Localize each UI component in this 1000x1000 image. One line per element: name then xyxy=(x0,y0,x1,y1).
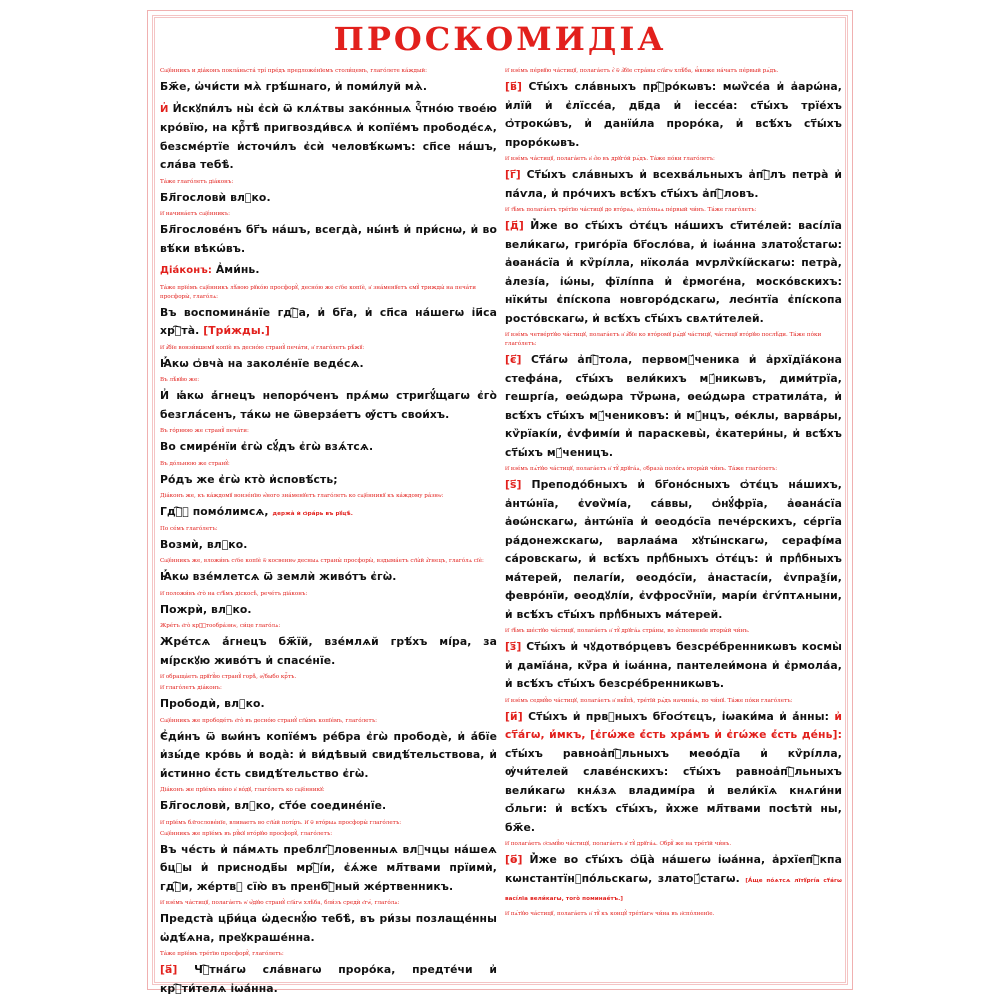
commemoration-number: [є҃] xyxy=(505,353,522,366)
rubric: Сщ҃е́нникъ и діа́конъ покла́ньста́ трі́ пре́дъ предложе́нїемъ столи́цемъ, глаго́лете ка́ждый: xyxy=(160,68,428,74)
prayer-text: Во смире́нїи є҆гѡ̀ сꙋ́дъ є҆гѡ̀ взѧ́тсѧ. xyxy=(160,440,374,453)
rubric: И҆ обраща́етъ дрꙋгꙋ́ю странꙋ̀ горѣ̀, ѹ҆́быбо крⷭ҇тъ. xyxy=(160,674,297,680)
prayer-text: Бж҃е, ѡ҆чи́сти мѧ̀ грѣ́шнаго, и҆ поми́луй мѧ̀. xyxy=(160,80,428,93)
rubric: Въ го́рнюю же странꙋ̀ печа́ти: xyxy=(160,428,249,434)
rubric: Сщ҃е́нникъ же прїе́мъ въ рꙋ́кꙋ вто́рꙋю просфорꙋ̀, глаго́летъ: xyxy=(160,830,333,837)
left-column xyxy=(160,67,497,995)
prayer-text: Ꙗ҆́кѡ взе́млетсѧ ѿ землѝ живо́тъ є҆гѡ̀. xyxy=(160,570,397,583)
rubric: И҆ прїе́мъ бл҃гослове́нїе, вливаетъ во ст҃ы́й поті́ръ. И҆ ѿ вто́рыѧ просфоры̀ глаго́летъ: xyxy=(160,819,402,826)
prayer-text: Ро́дъ же є҆гѡ̀ кто̀ и҆сповѣ́сть; xyxy=(160,472,338,486)
rubric: Діа́конъ же прїе́мъ ви́но и҆ во́дꙋ, глаго́летъ ко сщ҃е́нникꙋ: xyxy=(160,787,325,793)
commemoration-number: [и҃] xyxy=(505,709,523,723)
rubric: Та́же прїе́мъ сщ҃е́нникъ лѣ́вою рꙋко́ю просфорꙋ̀, десно́ю же ст҃о́е копїѐ, и҆ зна́менꙋетъ ємꙋ̀ трижды́ на печа́ти просфоры̀, глаго́лѧ: xyxy=(160,284,476,300)
prayer-text: Бл҃гослове́нъ бг҃ъ на́шъ, всегда̀, ны́нѣ и҆ при́снѡ, и҆ во вѣ́ки вѣкѡ́въ. xyxy=(160,223,497,255)
prayer-text: Бл҃гословѝ влⷣко. xyxy=(160,190,271,204)
rubric: Діа́конъ: xyxy=(160,265,212,276)
commemoration-number: [а҃] xyxy=(160,963,178,976)
rubric: держа̀ и҆ ѻ҆ра́рь въ рꙋцѣ̀. xyxy=(272,511,353,517)
prayer-text: Въ воспомина́нїе гдⷭ҇а, и҆ бг҃а, и҆ сп҃са на́шегѡ і҆и҃са хрⷭ҇та̀. [Три́жды.] xyxy=(160,305,497,337)
rubric: [А҆́ще по́ѧтсѧ лїтꙋргі́а ст҃а́гѡ васі́лїа вели́кагѡ, того̀ поминае́тъ.] xyxy=(505,877,843,902)
rubric: И҆ взе́мъ пѧ́тꙋю ча́стицꙋ, полага́етъ и҆ тꙋ̀ дрꙋга́ѧ, ѻ҆браза̀ поло́гѧ вторы́й чи́нъ. Та́же глаго́летъ: xyxy=(505,466,778,472)
rubric: Та́же глаго́летъ діа́конъ: xyxy=(160,178,234,185)
prayer-text: Пожрѝ, влⷣко. xyxy=(160,602,252,616)
rubric: И҆ положи́въ є҆го̀ на ст҃ѣ́мъ діскосѣ̀, рече́тъ діа́конъ: xyxy=(160,590,308,597)
rubric: И҆ взе́мъ седмꙋ́ю ча́стицꙋ, полага́етъ и҆ вкꙋ́пѣ, тре́тїй рѧ́дъ начина́ѧ, по чи́нꙋ. Та́же по́ки глаго́летъ: xyxy=(505,697,793,704)
rubric: И҆ начина́етъ сщ҃е́нникъ: xyxy=(160,211,230,217)
prayer-text: Жре́тсѧ а҆́гнецъ бж҃їй, взе́млѧй грѣ́хъ мі́ра, за мі́рскꙋю живо́тъ и҆ спасе́нїе. xyxy=(160,635,497,667)
commemoration-number: [д҃] xyxy=(505,219,524,232)
rubric: И҆ т҃ѣ́мъ ше́стꙋю ча́стицꙋ, полага́етъ и҆ тꙋ̀ дрꙋга́ѧ стра́ны, во и҆́сполненїе вторы́й чи́нъ. xyxy=(505,628,750,634)
prayer-text: И҆ ꙗ҆́кѡ а҆́гнецъ непоро́ченъ прѧ́мѡ стригꙋ́щагѡ є҆го̀ безгла́сенъ, та́кѡ не ѿверза́етъ ѹ҆́стъ свои́хъ. xyxy=(160,389,497,421)
rubric: И҆ пѧ́тꙋю ча́стицꙋ, полага́етъ и҆ тꙋ̀ къ концꙋ̀ тре́тїагѡ чи́на въ и҆спо́лненїе. xyxy=(505,910,715,917)
prayer-text: [в҃] Ст҃ы́хъ сла́вныхъ прⷪ҇ро́кѡвъ: мѡѷсе́а и҆ а҆арѡ́на, и҆лїи̑ и҆ є҆лїссе́а, дв҃да и҆ і҆ессе́а: ст҃ы́хъ трїе́хъ ѻ҆трокѡ́въ, и҆ данїи́ла проро́ка, и҆ всѣ́хъ ст҃ы́хъ проро́кѡвъ. xyxy=(505,80,843,149)
page xyxy=(147,10,853,995)
prayer-text: И҆ И҆скꙋпи́лъ ны̀ є҆сѝ ѿ клѧ́твы зако́нныѧ чⷭ҇тно́ю твое́ю кро́вїю, на крⷭ҇тѣ̀ пригвозди́всѧ и҆ копїе́мъ прободе́сѧ, безсме́ртїе и҆сточи́лъ є҆сѝ человѣ́кѡмъ: сп҃се на́шъ, сла́ва тебѣ̀. xyxy=(160,101,497,171)
rubric: Та́же прїе́мъ тре́тїю просфорꙋ̀, глаго́летъ: xyxy=(160,951,284,957)
rubric: И҆ взе́мъ ча́стицꙋ, полага́етъ ѡ҆ ѡ҆́дꙋю странꙋ̀ ст҃а́гѡ хлѣ́ба, бли́зъ средѝ є҆гѡ̀, глаго́лѧ: xyxy=(160,900,400,906)
prayer-text: [є҃] Ст҃а́гѡ а҆пⷭ҇тола, первомꙋ́ченика и҆ а҆рхїдїа́кона стефа́на, ст҃ы́хъ вели́кихъ мꙋ́никѡвъ, дими́трїа, гешргі́а, ѳеѡ́дѡра тѷ́рѡна, ѳеѡ́дѡра стратила́та, и҆ всѣ́хъ ст҃ы́хъ мꙋ́чениковъ: и҆ мꙋ́нцъ, ѳе́клы, варва́ры, кѷрїакі́и, є҆ѵфимі́и и҆ параскевы̀, є҆катери́ны, и҆ всѣ́хъ ст҃ы́хъ мꙋ́ченицъ. xyxy=(505,353,842,459)
rubric: И҆ взе́мъ пе́рвꙋю ча́стицꙋ, полага́етъ є҆̀ ѿ а҆́бїе стра́ны ст҃а́гѡ хлѣ́ба, ꙗ҆́коже на́чатъ пе́рвый рѧ́дъ. xyxy=(505,68,779,74)
prayer-text: Діа́конъ: А҆ми́нь. xyxy=(160,263,260,276)
rubric: И҆ а҆́бїе вонзи́вшемꙋ копїѐ въ десно́ю странꙋ̀ печа́ти, и҆ глаго́летъ рѣ́жꙋ: xyxy=(160,344,365,351)
prayer-text: Прободѝ, влⷣко. xyxy=(160,697,265,710)
prayer-text: [з҃] Ст҃ы́хъ и҆ чꙋдотво́рцевъ безсре́бренникѡвъ космы̀ и҆ дамїа́на, кѷ́ра и҆ і҆ѡа́нна, пантелеи́мона и҆ є҆рмола́а, и҆ всѣ́хъ ст҃ы́хъ безсре́бренникѡвъ. xyxy=(505,640,842,690)
rubric: Діа́конъ же, къ ка́ждомꙋ вонзе́нїю ѡ҆́ного зна́менꙋетъ глаго́летъ ко сщ҃е́нникꙋ къ ка́ждому ра́знѡ: xyxy=(160,493,444,499)
rubric: И҆ т҃ѣ́мъ полага́етъ тре́тїю ча́стицꙋ до вто́раѧ, и҆спо́лнѧѧ пе́рвый чи́нъ. Та́же глаго́летъ: xyxy=(505,207,757,213)
prayer-text: [и҃] Ст҃ы́хъ и҆ првⷣныхъ бг҃оѻ́тєцъ, і҆ѡаки́ма и҆ а҆́нны: и҆ ст҃а́гѡ, и҆́мкъ, [є҆гѡ́же є҆́сть хра́мъ и҆ є҆гѡ́же є҆́сть де́нь]: ст҃ы́хъ равноа҆пⷭ҇льныхъ меѳо́дїа и҆ кѷрі́лла, ѹ҆чи́телей славе́нскихъ: ст҃ы́хъ равноа҆пⷭ҇льныхъ вели́кагѡ кнѧ́зѧ владимі́ра и҆ вели́кїѧ кнѧги́ни ѻ҆́льги: и҆ всѣ́хъ ст҃ы́хъ, и҆̀хже мл҃твами посѣтѝ ны, бж҃е. xyxy=(505,709,843,834)
right-column xyxy=(505,67,842,979)
commemoration-number: [ѳ҃] xyxy=(505,853,523,866)
rubric: Сщ҃е́нникъ же, вложи́въ ст҃о́е копїѐ ѿ косвеннѡ десныѧ страны̀ просфоры̀, вздыма́етъ ст҃ы́й а҆́гнецъ, глаго́лѧ сїѐ: xyxy=(160,558,484,564)
rubric: И҆ полага́етъ ѻ҆сьмꙋ́ю ча́стицꙋ, полага́етъ и҆ тꙋ̀ дрꙋга́ѧ. Ѻ҆брꙋ̀ же на тре́тїй чи́нъ. xyxy=(505,841,732,847)
rubric: И҆ глаго́летъ діа́конъ: xyxy=(160,685,222,691)
commemoration-number: [г҃] xyxy=(505,168,521,181)
prayer-text: Предста̀ цр҃и́ца ѡ҆деснꙋ́ю тебѣ̀, въ ри́зы позлаще́нны ѡ҆дѣ́ѧна, преꙋкраше́нна. xyxy=(160,912,497,944)
page-title: ПРОСКОМИДІА xyxy=(333,20,667,58)
prayer-text: [д҃] И҆̀же во ст҃ы́хъ ѻ҆тє́цъ на́шихъ ст҃ите́лей: васі́лїа вели́кагѡ, григо́рїа бг҃осло́ва, и҆ і҆ѡа́нна златоꙋ́стагѡ: а҆ѳана́сїа и҆ кѷрі́лла, нїкола́а мѵрлѷкі́йскагѡ: петра̀, а҆лезі́а, і҆ѡ́ны, фїлі́ппа и҆ є҆рмоге́на, моско́вскихъ: нїки́ты є҆пі́скопа новгоро́дскагѡ, леѻ́нтїа є҆пі́скопа росто́вскагѡ, и҆ всѣ́хъ ст҃ы́хъ свѧти́телей. xyxy=(505,219,842,325)
rubric: Жре́тъ є҆го̀ крⷭ҇тообра́знѡ, си́це глаго́лѧ: xyxy=(160,623,281,629)
commemoration-number: [з҃] xyxy=(505,640,522,653)
prayer-text: Гдⷭ҇ꙋ помо́лимсѧ, держа̀ и҆ ѻ҆ра́рь въ рꙋцѣ̀. xyxy=(160,505,353,518)
prayer-text: Є҆ди́нъ ѿ вѡи́нъ копїе́мъ ре́бра є҆гѡ̀ прободѐ, и҆ а҆́бїе и҆зы́де кро́вь и҆ вода̀: и҆ ви́дѣвый свидѣ́тельствова, и҆ и҆́стинно є҆́сть свидѣ́тельство є҆гѡ̀. xyxy=(160,729,497,780)
rubric: И҆ взе́мъ ча́стицꙋ, полага́етъ и҆ є҆́ю въ дрꙋго́й рѧ́дъ. Та́же по́ки глаго́летъ: xyxy=(505,156,715,162)
prayer-text: Возмѝ, влⷣко. xyxy=(160,537,248,551)
prayer-text: [ѕ҃] Преподо́бныхъ и҆ бг҃оно́сныхъ ѻ҆тє́цъ на́шихъ, а҆нтѡ́нїа, є҆ѵѳѷмі́а, са́ввы, ѻ҆нꙋ́фрїа, а҆ѳана́сїа а҆ѳѡ́нскагѡ, а҆нтѡ́нїа и҆ ѳеодо́сїа пече́рскихъ, се́ргїа ра́донежскагѡ, варлаа́ма хꙋты́нскагѡ, серафі́ма са́ровскагѡ, и҆ всѣ́хъ прпⷣбныхъ ѻ҆тє́цъ: и҆ прпⷣбныхъ ма́терей, пелагі́и, ѳеодо́сїи, а҆настасі́и, є҆ѵпраѯі́и, февро́нїи, ѳеодꙋлі́и, є҆ѵфросѷ́нїи, марі́и є҆гѵ́птѧныни, и҆ всѣ́хъ ст҃ы́хъ прпⷣбныхъ ма́терей. xyxy=(505,478,843,621)
rubric: Въ до́льнюю же странꙋ̀: xyxy=(160,460,230,467)
prayer-text: [г҃] Ст҃ы́хъ сла́вныхъ и҆ всехва́льныхъ а҆пⷭ҇лъ петра̀ и҆ па́ѵла, и҆ про́чихъ всѣ́хъ ст҃ы́хъ а҆пⷭ҇ловъ. xyxy=(505,168,843,200)
rubric: И҆ взе́мъ четве́ртꙋю ча́стицꙋ, полага́етъ и҆ а҆́бїе ко вто́ромꙋ рѧ́дꙋ ча́стицꙋ, ча́стицꙋ вто́рꙋю послѣ́ди. Та́же по́ки глаго́летъ: xyxy=(505,332,822,347)
prayer-text: [ѳ҃] И҆̀же во ст҃ы́хъ ѻ҆ц҃а̀ на́шегѡ і҆ѡа́нна, а҆рхїепⷭ҇кпа кѡнстантїнꙋпо́льскагѡ, златоꙋ́стагѡ. [А҆́ще по́ѧтсѧ лїтꙋргі́а ст҃а́гѡ васі́лїа вели́кагѡ, того̀ поминае́тъ.] xyxy=(505,853,843,902)
prayer-text: Бл҃гословѝ, влⷣко, ст҃о́е соедине́нїе. xyxy=(160,799,387,812)
prayer-text: Ꙗ҆́кѡ ѻ҆вча̀ на заколе́нїе веде́сѧ. xyxy=(160,356,364,370)
rubric: Сщ҃е́нникъ же прободе́тъ є҆го̀ въ десно́ю странꙋ̀ ст҃ы́мъ копїе́мъ, глаго́летъ: xyxy=(160,717,378,724)
commemoration-number: [ѕ҃] xyxy=(505,478,522,491)
prayer-text: [а҃] Чⷭ҇тна́гѡ сла́внагѡ проро́ка, предте́чи и҆ крⷭ҇ти́телѧ і҆ѡа́нна. xyxy=(160,963,497,995)
rubric-thrice: [Три́жды.] xyxy=(203,324,270,337)
prayer-text: Въ че́сть и҆ па́мѧть преблгⷭ҇ловенныѧ влⷣчцы на́шеѧ бцⷣы и҆ приснодв҃ы мрⷭ҇і́и, є҆ѧ́же мл҃твами прїимѝ, гдⷭ҇и, же́ртвꙋ сїю̀ въ пренбⷭ҇ный же́ртвенникъ. xyxy=(160,842,497,893)
rubric: Въ лѣ́вꙋю же: xyxy=(160,377,200,383)
rubric-marker: И҆ xyxy=(160,103,169,115)
rubric: По се́мъ глаго́летъ: xyxy=(160,525,218,532)
commemoration-number: [в҃] xyxy=(505,80,523,93)
feast-saint-rubric: и҆ ст҃а́гѡ, и҆́мкъ, [є҆гѡ́же є҆́сть хра́мъ и҆ є҆гѡ́же є҆́сть де́нь]: xyxy=(505,709,843,741)
